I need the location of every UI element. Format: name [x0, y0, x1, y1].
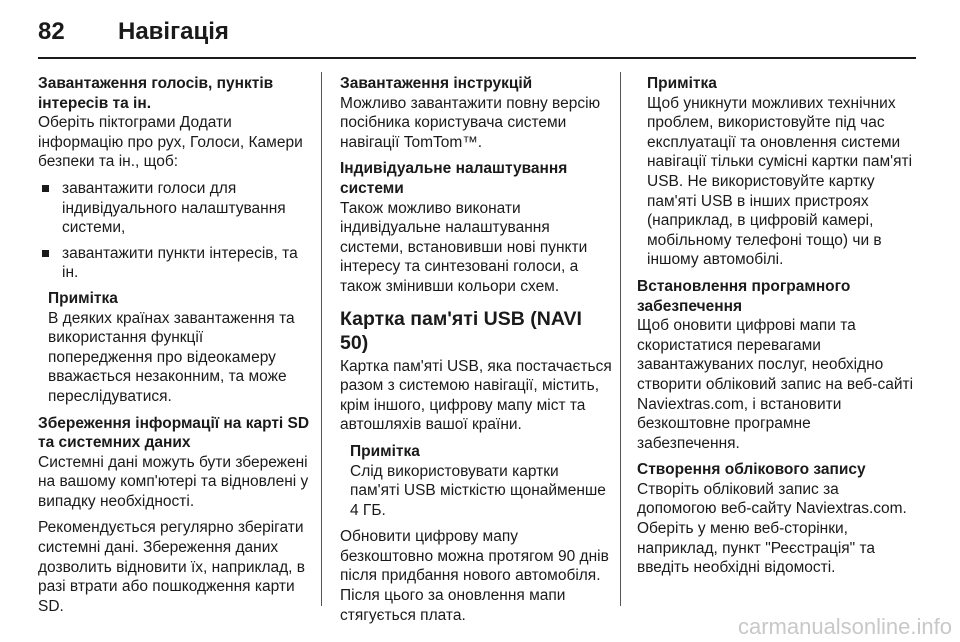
column-3 [637, 74, 917, 585]
note-text: Щоб уникнути можливих технічних проблем, використовуйте під час експлуатації та оновлення системи навігації тільки сумісні картки пам'яті USB. Не використовуйте картку пам'яті USB в інших пристроях (наприклад, в цифровій камері, мобільному телефоні тощо) чи в іншому автомобілі. [647, 94, 913, 269]
paragraph: Рекомендується регулярно зберігати системні дані. Збереження даних дозволить відновити їх, наприклад, в разі втрати або пошкодження карти SD. [38, 519, 306, 615]
note-block [340, 442, 612, 520]
paragraph: Створіть обліковий запис за допомогою веб-сайту Naviextras.com. Оберіть у меню веб-сторінки, наприклад, пункт "Реєстрація" та введіть необхідні відомості. [637, 480, 907, 577]
paragraph: Щоб оновити цифрові мапи та скористатися перевагами завантажуваних послуг, необхідно створити обліковий запис на веб-сайті Naviextras.com, і встановити безкоштовне програмне забезпечення. [637, 317, 914, 452]
heading-customization: Індивідуальне налаштування системи [340, 160, 568, 197]
column-divider-1 [321, 72, 322, 606]
note-title: Примітка [350, 442, 420, 460]
heading-create-account: Створення облікового запису [637, 461, 866, 479]
list-item-text: завантажити пункти інтересів, та ін. [62, 244, 298, 282]
list-item [38, 179, 310, 238]
note-block [637, 74, 917, 270]
paragraph: Також можливо виконати індивідуальне налаштування системи, встановивши нові пункти інтересу та синтезовані голоси, а також змінивши кольори схем. [340, 199, 588, 295]
page-header [38, 14, 229, 50]
page-number: 82 [38, 18, 65, 45]
heading-downloads: Завантаження голосів, пунктів інтересів та ін. [38, 75, 274, 112]
paragraph: Системні дані можуть бути збережені на вашому комп'ютері та відновлені у випадку необхідності. [38, 453, 309, 510]
paragraph: Оберіть піктограми Додати інформацію про рух, Голоси, Камери безпеки та ін., щоб: [38, 114, 303, 171]
column-divider-2 [620, 72, 621, 606]
note-text: Слід використовувати картки пам'яті USB місткістю щонайменше 4 ГБ. [350, 462, 606, 519]
square-bullet-icon [42, 250, 49, 257]
paragraph: Обновити цифрову мапу безкоштовно можна протягом 90 днів після придбання нового автомобіля. Після цього за оновлення мапи стягується плата. [340, 528, 609, 624]
list-item [38, 244, 310, 283]
watermark: carmanualsonline.info [737, 614, 952, 639]
column-2 [340, 74, 612, 632]
heading-manuals: Завантаження інструкцій [340, 75, 533, 92]
paragraph: Картка пам'яті USB, яка постачається разом з системою навігації, містить, крім іншого, цифрову мапу міст та автошляхів вашої країни. [340, 357, 612, 434]
header-rule [38, 57, 916, 59]
heading-backup: Збереження інформації на карті SD та системних даних [38, 414, 310, 452]
note-text: В деяких країнах завантаження та використання функції попередження про відеокамеру вважається незаконним, та може переслідуватися. [48, 309, 295, 405]
page-title: Навігація [118, 18, 229, 45]
bullet-list [38, 179, 310, 283]
list-item-text: завантажити голоси для індивідуального налаштування системи, [62, 179, 286, 237]
note-block [38, 289, 310, 407]
paragraph: Можливо завантажити повну версію посібника користувача системи навігації TomTom™. [340, 94, 601, 151]
square-bullet-icon [42, 185, 49, 192]
note-title: Примітка [48, 289, 118, 307]
heading-software-install: Встановлення програмного забезпечення [637, 277, 851, 315]
section-title-usb: Картка пам'яті USB (NAVI 50) [340, 307, 582, 354]
column-1 [38, 74, 310, 623]
note-title: Примітка [647, 75, 717, 92]
